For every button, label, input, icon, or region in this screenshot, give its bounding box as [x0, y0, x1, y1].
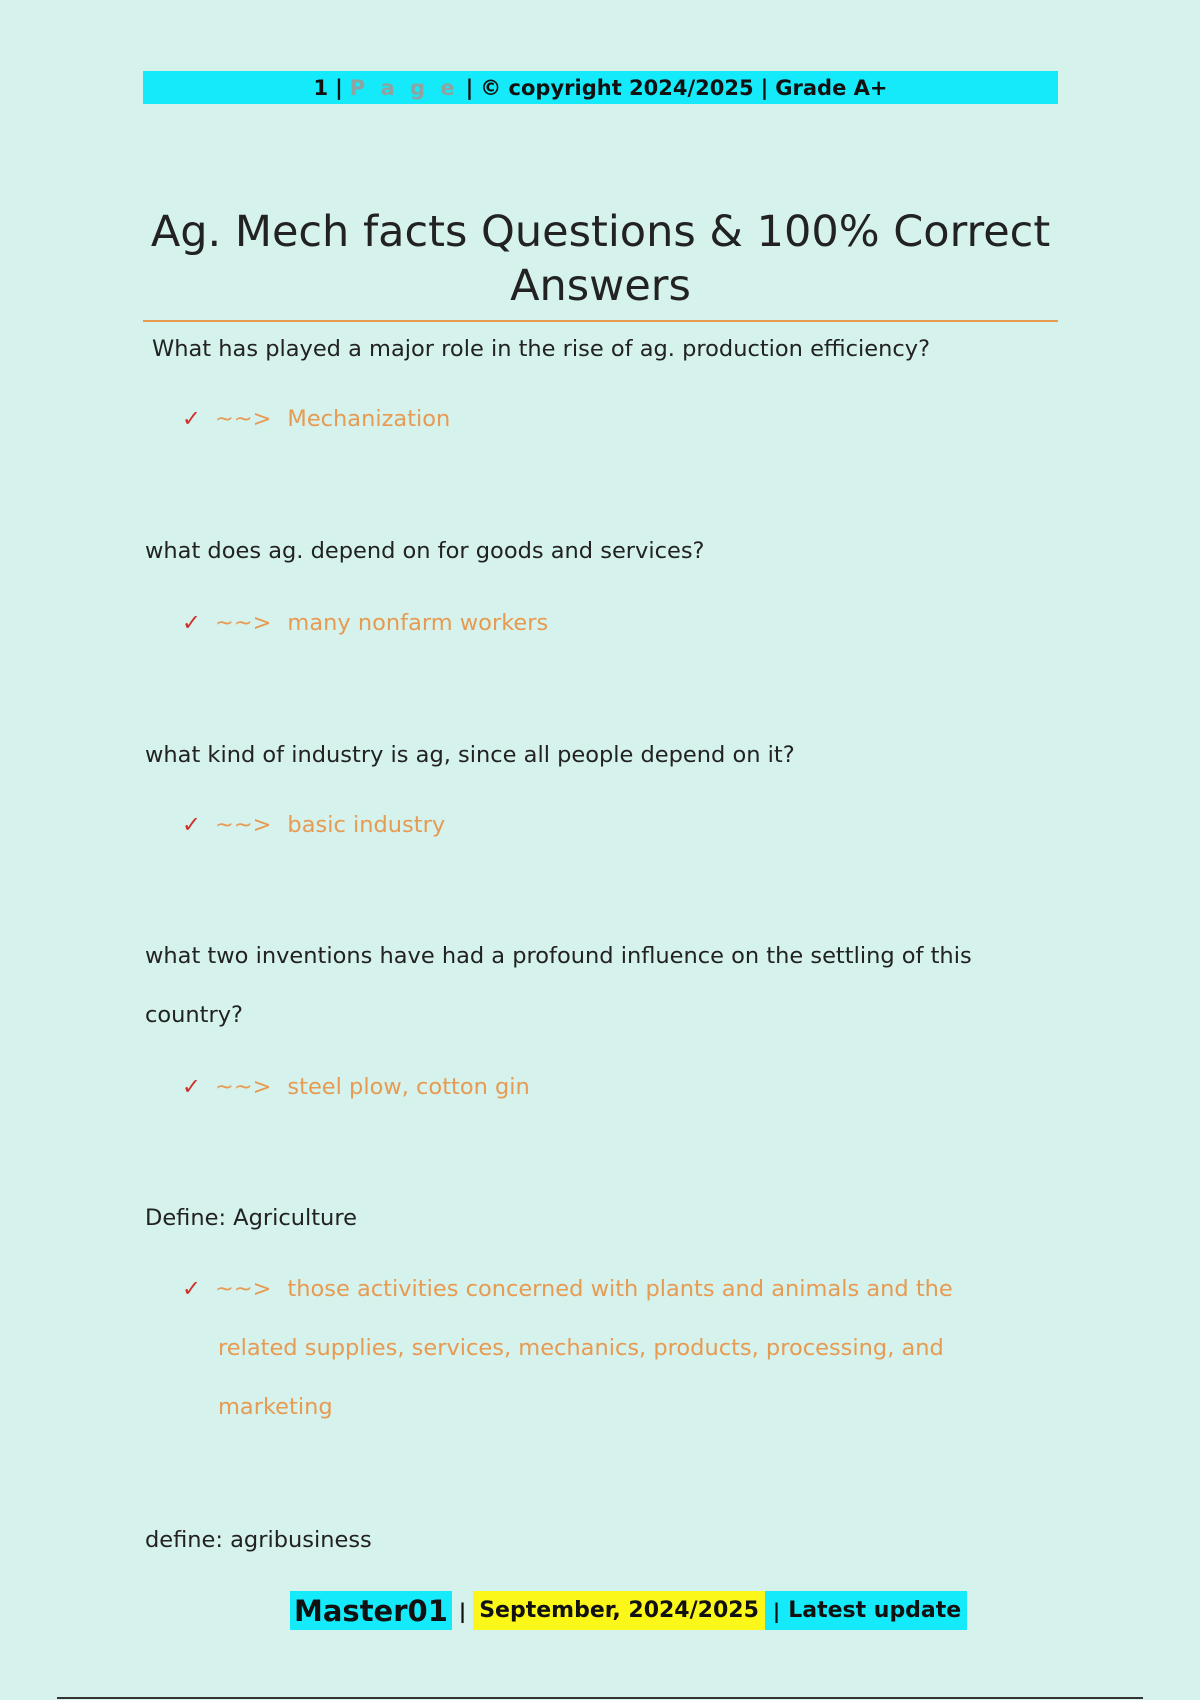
answer-5: [182, 1260, 1002, 1437]
answer-5-line-3: marketing: [218, 1394, 333, 1420]
answer-arrow: ~~>: [214, 610, 272, 636]
document-title: Ag. Mech facts Questions & 100% Correct Answers: [150, 207, 1051, 311]
answer-3-text: basic industry: [287, 812, 446, 838]
question-4-line-2: country?: [145, 1002, 243, 1028]
check-icon: ✓: [182, 1074, 201, 1100]
grade-text: Grade A+: [775, 75, 888, 100]
header-separator: |: [760, 75, 769, 100]
answer-2: [182, 594, 1002, 653]
question-6: define: agribusiness: [145, 1527, 372, 1553]
footer-separator: |: [458, 1598, 467, 1623]
answer-4-text: steel plow, cotton gin: [287, 1074, 530, 1100]
header-separator: |: [335, 75, 343, 100]
check-icon: ✓: [182, 406, 201, 432]
check-icon: ✓: [182, 1276, 201, 1302]
footer-author: Master01: [290, 1591, 452, 1630]
page-word: P a g e: [349, 75, 459, 100]
question-3: what kind of industry is ag, since all people depend on it?: [145, 742, 795, 768]
footer-separator: |: [772, 1598, 781, 1623]
page-header: [143, 71, 1058, 104]
question-4-line-1: what two inventions have had a profound influence on the settling of this: [145, 943, 972, 969]
footer-update-block: [765, 1591, 967, 1630]
answer-4: [182, 1058, 1002, 1117]
check-icon: ✓: [182, 812, 201, 838]
copyright-text: © copyright 2024/2025: [480, 75, 754, 100]
question-5: Define: Agriculture: [145, 1205, 357, 1231]
question-2: what does ag. depend on for goods and services?: [145, 538, 705, 564]
answer-1-text: Mechanization: [287, 406, 451, 432]
check-icon: ✓: [182, 610, 201, 636]
answer-5-line-2: related supplies, services, mechanics, products, processing, and: [218, 1335, 944, 1361]
header-separator: |: [465, 75, 474, 100]
answer-1: [182, 390, 1002, 449]
answer-2-text: many nonfarm workers: [287, 610, 549, 636]
answer-arrow: ~~>: [214, 812, 272, 838]
answer-arrow: ~~>: [214, 1276, 272, 1302]
question-1: What has played a major role in the rise of ag. production efficiency?: [152, 336, 931, 362]
footer-update: Latest update: [788, 1598, 962, 1623]
answer-arrow: ~~>: [214, 1074, 272, 1100]
answer-5-line-1: those activities concerned with plants and animals and the: [287, 1276, 953, 1302]
page-number: 1: [313, 75, 329, 100]
answer-arrow: ~~>: [214, 406, 272, 432]
page-footer: [290, 1591, 967, 1630]
bottom-divider: [57, 1697, 1143, 1699]
footer-date: September, 2024/2025: [473, 1591, 765, 1630]
answer-3: [182, 796, 1002, 855]
